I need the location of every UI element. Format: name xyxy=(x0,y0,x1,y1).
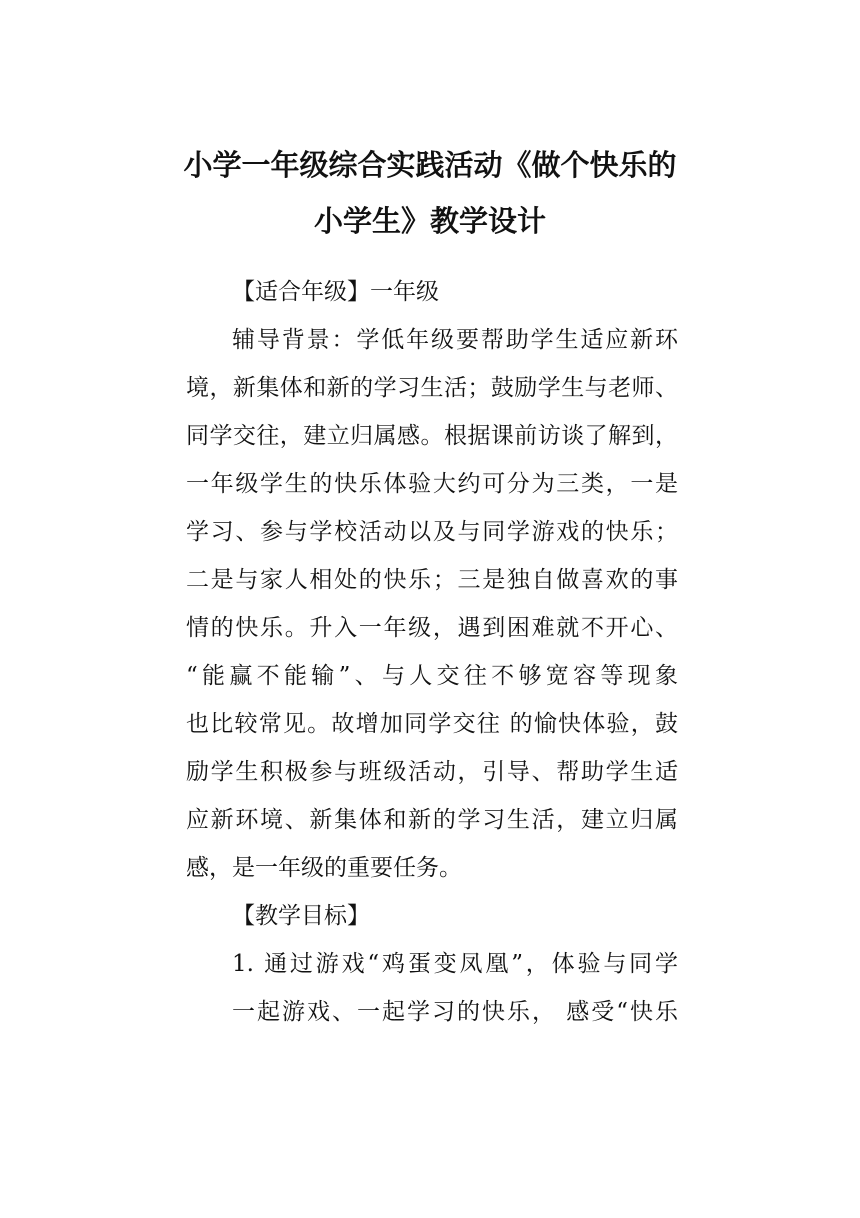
document-body xyxy=(186,268,678,1036)
paragraph-line: 二是与家人相处的快乐；三是独自做喜欢的事 xyxy=(186,567,678,593)
document-title-line-1: 小学一年级综合实践活动《做个快乐的 xyxy=(183,148,677,182)
paragraph-line: 一年级学生的快乐体验大约可分为三类，一是 xyxy=(186,471,678,497)
objective-line: 一起游戏、一起学习的快乐， 感受“快乐 xyxy=(232,999,678,1025)
paragraph-line: 辅导背景：学低年级要帮助学生适应新环 xyxy=(232,327,678,353)
section-heading-objectives: 【教学目标】 xyxy=(232,903,370,929)
objective-line: 1. 通过游戏“鸡蛋变凤凰”，体验与同学 xyxy=(232,951,678,977)
paragraph-line: 情的快乐。升入一年级，遇到困难就不开心、 xyxy=(186,615,678,641)
paragraph-line: 同学交往，建立归属感。根据课前访谈了解到， xyxy=(186,423,678,449)
paragraph-line: “能赢不能输”、与人交往不够宽容等现象 xyxy=(186,663,678,689)
paragraph-line: 感，是一年级的重要任务。 xyxy=(186,855,462,881)
paragraph-line: 应新环境、新集体和新的学习生活，建立归属 xyxy=(186,807,678,833)
section-heading-grade: 【适合年级】一年级 xyxy=(232,279,439,305)
document-title-line-2: 小学生》教学设计 xyxy=(313,204,546,238)
paragraph-line: 励学生积极参与班级活动，引导、帮助学生适 xyxy=(186,759,678,785)
paragraph-line: 境，新集体和新的学习生活；鼓励学生与老师、 xyxy=(186,375,678,401)
paragraph-line: 也比较常见。故增加同学交往 的愉快体验，鼓 xyxy=(186,711,678,737)
paragraph-line: 学习、参与学校活动以及与同学游戏的快乐； xyxy=(186,519,678,545)
